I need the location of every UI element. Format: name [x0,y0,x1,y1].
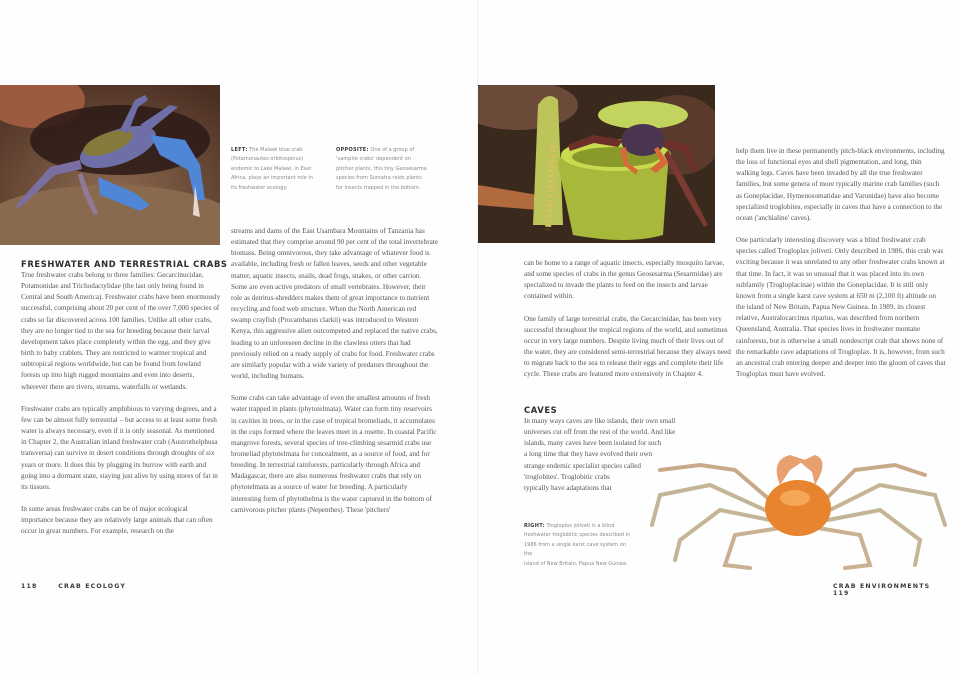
left-photo-caption [231,146,319,193]
section-heading-freshwater: FRESHWATER AND TERRESTRIAL CRABS [21,259,228,269]
left-column-1 [21,270,221,548]
paragraph: Freshwater crabs are typically amphibious to varying degrees, and a few can be almost fully terrestrial – but access to at least some fresh water is always necessary, even if it is only seasonal. As mentioned in Chapter 2, the Australian inland freshwater crab (Austrothelphusa transversa) can survive in desert conditions through droughts of six years or more. It does this by plugging its burrow with earth and going into a dormant state, staying just alive by using stores of fat in its tissues. [21,404,218,491]
paragraph: In some areas freshwater crabs can be of major ecological importance because they are relatively large animals that can often occur in great numbers. For example, research on the [21,504,213,536]
paragraph: One particularly interesting discovery was a blind freshwater crab species called Trogloplax joliveti. Only described in 1986, this crab was exciting because it was unrelated to any other freshwater crabs known at that time. In fact, it was so unusual that it was placed into its own subfamily (Trogloplacinae) within the Goneplacidae. It is still only known from a single karst cave system at 650 m (2,100 ft) altitude on the island of New Britain, Papua New Guinea. In 1989, its closest relative, Australocarcinus riparius, was described from northern Queensland, Australia. That species lives in freshwater montane rainforests, but is otherwise a small nondescript crab that shows none of the remarkable cave adaptations of Trogloplax. It is, however, from such an ancestral crab entering deeper and deeper into the gloom of caves that Trogloplax must have evolved. [736,236,946,378]
text-line: universes cut off from the rest of the world. And like [524,428,676,437]
opposite-photo-caption [336,146,428,193]
running-head: CRAB ENVIRONMENTS [833,583,931,590]
page-number: 119 [833,590,850,597]
right-illustration-caption [524,522,634,569]
running-head: CRAB ECOLOGY [58,583,127,590]
malawi-blue-crab-photo [0,85,220,245]
pitcher-plant-illustration [478,85,715,243]
text-line: 'troglobites'. Troglobitic crabs [524,472,610,481]
caption-line: freshwater troglobitic species described in [524,532,631,539]
caption-label: LEFT: [231,147,248,153]
page-number: 118 [21,583,38,590]
section-heading-caves: CAVES [524,405,558,415]
caption-label: RIGHT: [524,523,545,529]
caption-label: OPPOSITE: [336,147,369,153]
caption-text: Trogloplax joliveti is a blind [546,523,615,529]
text-line: In many ways caves are like islands, their own small [524,417,676,425]
pitcher-plant-crab-photo [478,85,715,243]
caption-text: One of a group of 'vampire crabs' dependent on pitcher plants, this tiny Geosesarma species from Sumatra raids plants for insects trapped in the bottom. [336,147,427,191]
paragraph: One family of large terrestrial crabs, the Gecarcinidae, has been very successful throughout the tropical regions of the world, and sometimes occur in very large numbers. Despite living much of their lives out of the water, they are considered semi-terrestrial because they always need to migrate back to the sea to release their eggs and complete their life cycle. These crabs are featured more extensively in Chapter 4. [524,314,731,379]
caption-line: island of New Britain, Papua New Guinea. [524,560,628,567]
paragraph: True freshwater crabs belong to three families: Gecarcinucidae, Potamonidae and Trichodactylidae (the last only being found in Central and South America). Freshwater crabs have been enormously successful, comprising about 20 per cent of the over 7,000 species of crabs so far discovered across 100 families. Unlike all other crabs, they are no longer tied to the sea for breeding because their larval development takes place completely within the egg, and they give birth to baby crablets. They are restricted to warmer tropical and subtropical regions worldwide, but can be found from lowland forests up into high rugged mountains and even into deserts, wherever there are rivers, streams, waterfalls or wetlands. [21,271,221,391]
right-folio [833,583,956,597]
left-folio [21,583,126,590]
paragraph: help them live in these permanently pitch-black environments, including the loss of functional eyes and shell pigmentation, and long, thin walking legs. Caves have been invaded by all the true freshwater families, but some genera of more typically marine crab families (such as Goneplacidae, Hymenosomatidae and Varunidae) have also become specialized troglobites, especially in caves that have a connection to the ocean ('anchialine' caves). [736,147,945,222]
crab-photo-illustration [0,85,220,245]
left-column-2 [231,226,438,527]
right-column-1 [524,258,732,392]
paragraph: Some crabs can take advantage of even the smallest amounts of fresh water trapped in plants (phytotelmata). Water can form tiny reservoirs in cavities in trees, or in the case of tropical bromeliads, it accumulates in the cups formed where the leaves meet in a rosette. In coastal Pacific mangrove forests, several species of tree-climbing sesarmid crabs use bromeliad phytotelmata for concealment, as a source of food, and for breeding. In terrestrial rainforests, particularly through Africa and Madagascar, there are also numerous freshwater crabs that rely on phytotelmata as a source of water for breeding. A particularly interesting form of phytothelma is the water captured in the bottom of carnivorous pitcher plants (Nepenthes). These 'pitchers' [231,394,437,514]
caption-line: 1986 from a single karst cave system on the [524,541,626,558]
paragraph: can be home to a range of aquatic insects, especially mosquito larvae, and some species of crabs in the genus Geosesarma (Sesarmidae) are specialized to invade the plants to feed on the insects and larvae contained within. [524,259,725,301]
paragraph: streams and dams of the East Usambara Mountains of Tanzania has estimated that they comprise around 90 per cent of the total invertebrate biomass. Being omnivorous, they take advantage of whatever food is available, including fresh or fallen leaves, seeds and other vegetable matter, aquatic insects, snails, dead frogs, snakes, or other carrion. Some are even active predators of small vertebrates. However, their role as detritus-shredders makes them of great importance to nutrient recycling and food web structure. When the North American red swamp crayfish (Procambarus clarkii) was introduced to Western Kenya, this aggressive alien outcompeted and replaced the native crabs, leading to an unforeseen decline in the clawless otters that had previously relied on a ready supply of crabs for food. Freshwater crabs are similarly popular with a wide variety of predators throughout the world, including humans. [231,227,438,381]
text-line: typically have adaptations that [524,483,612,492]
trogloplax-illustration [640,440,956,570]
caption-text: The Malawi blue crab (Potamonautes orbitospinus) endemic to Lake Malawi, in East Africa, plays an important role in its freshwater ecology. [231,147,313,191]
cave-crab-illustration [640,440,956,570]
right-column-2 [736,146,946,391]
text-line: a long time that they have evolved their own [524,450,653,459]
text-line: strange endemic specialist species called [524,461,641,470]
text-line: islands, many caves have been isolated for such [524,439,662,448]
